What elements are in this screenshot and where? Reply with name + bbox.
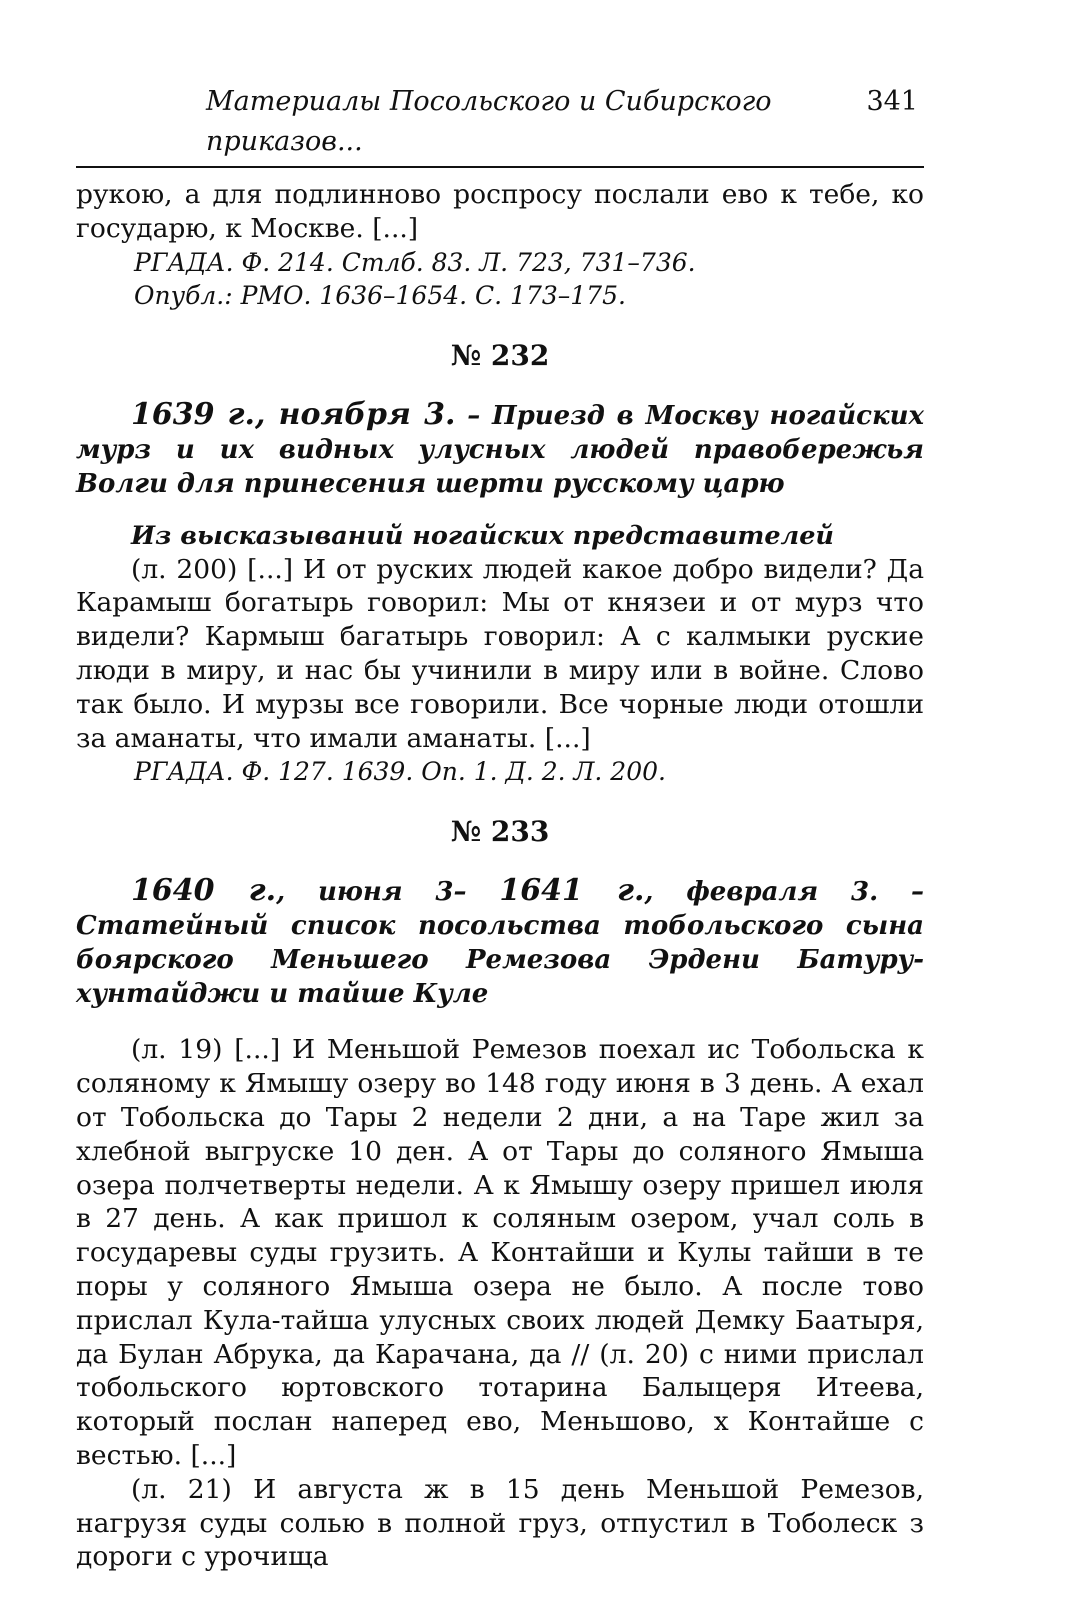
continuation-text: рукою, а для подлинново роспросу послали ево к тебе, ко государю, к Москве. [...] (76, 179, 924, 244)
running-head (76, 82, 924, 168)
document-date-end: 1641 г. (499, 873, 645, 909)
document-title (76, 398, 924, 501)
document-paragraph: (л. 21) И августа ж в 15 день Меньшой Ремезов, нагрузя суды солью в полной груз, отпустил в Тоболеск з дороги с урочища (76, 1473, 924, 1573)
page-number: 341 (866, 86, 918, 117)
section-subheading: Из высказываний ногайских представителей (131, 520, 834, 551)
document-title-text: , февраля 3. – Статейный список посольства тобольского сына боярского Меньшего Ремезова Эрдени Батуру-хунтайджи и тайше Куле (76, 877, 924, 1010)
running-title: Материалы Посольского и Сибирского приказов... (206, 86, 772, 157)
document-date-start-rest: , июня 3– (276, 877, 500, 908)
archival-reference: РГАДА. Ф. 127. 1639. Оп. 1. Д. 2. Л. 200. (134, 757, 666, 787)
archival-reference: РГАДА. Ф. 214. Стлб. 83. Л. 723, 731–736. (134, 247, 696, 277)
publication-reference: Опубл.: РМО. 1636–1654. С. 173–175. (134, 280, 626, 310)
document-paragraph: (л. 200) [...] И от руских людей какое добро видели? Да Карамыш богатырь говорил: Мы от князеи и от мурз что видели? Кармыш багатырь говорил: А с калмыки руские люди в миру, и нас бы учинили в миру или в войне. Слово так было. И мурзы все говорили. Все чорные люди отошли за аманаты, что имали аманаты. [...] (76, 553, 924, 754)
page (76, 82, 924, 1574)
document-date-start: 1640 г. (131, 873, 277, 909)
document-paragraph: (л. 19) [...] И Меньшой Ремезов поехал ис Тобольска к соляному к Ямышу озеру во 148 году июня в 3 день. А ехал от Тобольска до Тары 2 недели 2 дни, а на Таре жил за хлебной выгруске 10 ден. А от Тары до соляного Ямыша озера полчетверты недели. А к Ямышу озеру пришел июля в 27 день. А как пришол к соляным озером, учал соль в государевы суды грузить. А Контайши и Кулы тайши в те поры у соляного Ямыша озера не было. А после тово прислал Кула-тайша улусных своих людей Демку Баатыря, да Булан Абрука, да Карачана, да // (л. 20) с ними прислал тобольского юртовского тотарина Балыцеря Итеева, который послан наперед ево, Меньшово, х Контайше с вестью. [...] (76, 1034, 924, 1471)
document-date: 1639 г., ноября 3. (131, 396, 456, 432)
document-title (76, 874, 924, 1011)
document-number: № 233 (450, 815, 550, 849)
document-title-text: – Приезд в Москву ногайских мурз и их видных улусных людей правобережья Волги для принесения шерти русскому царю (76, 400, 925, 499)
document-number: № 232 (450, 338, 550, 372)
